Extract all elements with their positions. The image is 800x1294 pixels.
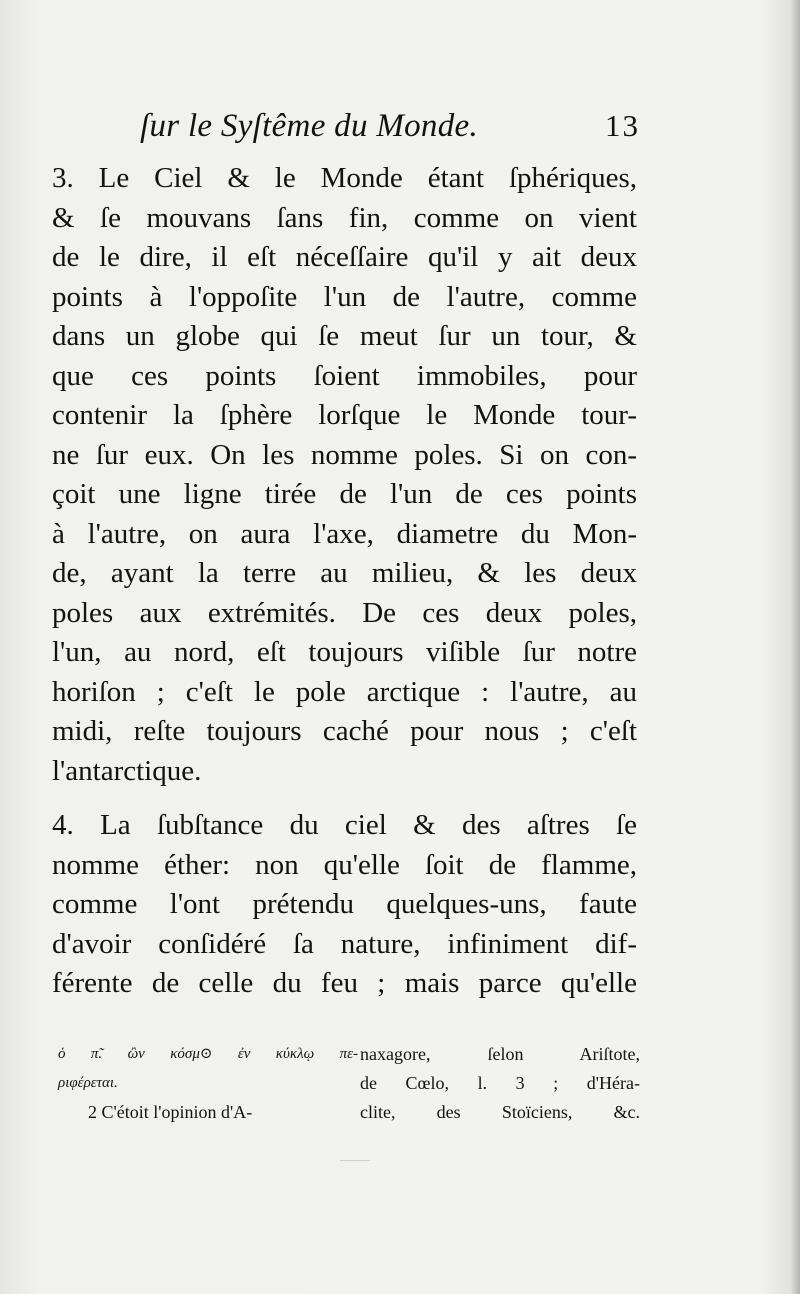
running-head — [140, 108, 640, 148]
text-line: l'antarctique. — [52, 754, 202, 787]
footnote-greek-line: ριφέρεται. — [58, 1075, 118, 1091]
footnotes — [58, 1040, 640, 1140]
text-line: contenir la ſphère lorſque le Monde tour- — [52, 399, 637, 431]
footnotes-left-column — [58, 1040, 358, 1127]
text-line: 4. La ſubſtance du ciel & des aſtres ſe — [52, 809, 637, 841]
text-line: çoit une ligne tirée de l'un de ces points — [52, 478, 637, 510]
text-line: de, ayant la terre au milieu, & les deux — [52, 557, 637, 589]
text-line: 3. Le Ciel & le Monde étant ſphériques, — [52, 162, 637, 194]
footnote-line: de Cœlo, l. 3 ; d'Héra- — [360, 1073, 640, 1093]
page-mark — [340, 1160, 370, 1161]
text-line: & ſe mouvans ſans fin, comme on vient — [52, 201, 637, 234]
paragraph-3 — [52, 159, 637, 791]
running-title: ſur le Syſtême du Monde. — [140, 108, 479, 144]
text-line: poles aux extrémités. De ces deux poles, — [52, 596, 637, 629]
text-line: l'un, au nord, eſt toujours viſible ſur notre — [52, 636, 637, 668]
page-number: 13 — [605, 108, 640, 143]
text-line: comme l'ont prétendu quelques-uns, faute — [52, 888, 637, 920]
text-line: que ces points ſoient immobiles, pour — [52, 359, 637, 392]
footnote-line: clite, des Stoïciens, &c. — [360, 1102, 640, 1122]
page-edge-shadow — [790, 0, 800, 1294]
text-line: midi, reſte toujours caché pour nous ; c'eſt — [52, 715, 637, 747]
text-line: nomme éther: non qu'elle ſoit de flamme, — [52, 848, 637, 881]
footnote-line: naxagore, ſelon Ariſtote, — [360, 1044, 640, 1064]
footnotes-right-column — [360, 1040, 640, 1127]
text-line: d'avoir conſidéré ſa nature, infiniment dif- — [52, 927, 637, 960]
text-line: dans un globe qui ſe meut ſur un tour, & — [52, 320, 637, 352]
footnote-greek-line: ὁ π̃. ὢν κόσμ⊙ ἐν κύκλῳ πε- — [58, 1046, 358, 1062]
paragraph-4 — [52, 806, 637, 1004]
text-line: horiſon ; c'eſt le pole arctique : l'autre, au — [52, 675, 637, 708]
text-line: ne ſur eux. On les nomme poles. Si on con- — [52, 438, 637, 471]
footnote-2-start: 2 C'étoit l'opinion d'A- — [88, 1102, 253, 1122]
text-line: points à l'oppoſite l'un de l'autre, comme — [52, 280, 637, 313]
text-line: de le dire, il eſt néceſſaire qu'il y ait deux — [52, 241, 637, 273]
text-line: férente de celle du feu ; mais parce qu'elle — [52, 967, 637, 999]
text-line: à l'autre, on aura l'axe, diametre du Mon- — [52, 517, 637, 550]
